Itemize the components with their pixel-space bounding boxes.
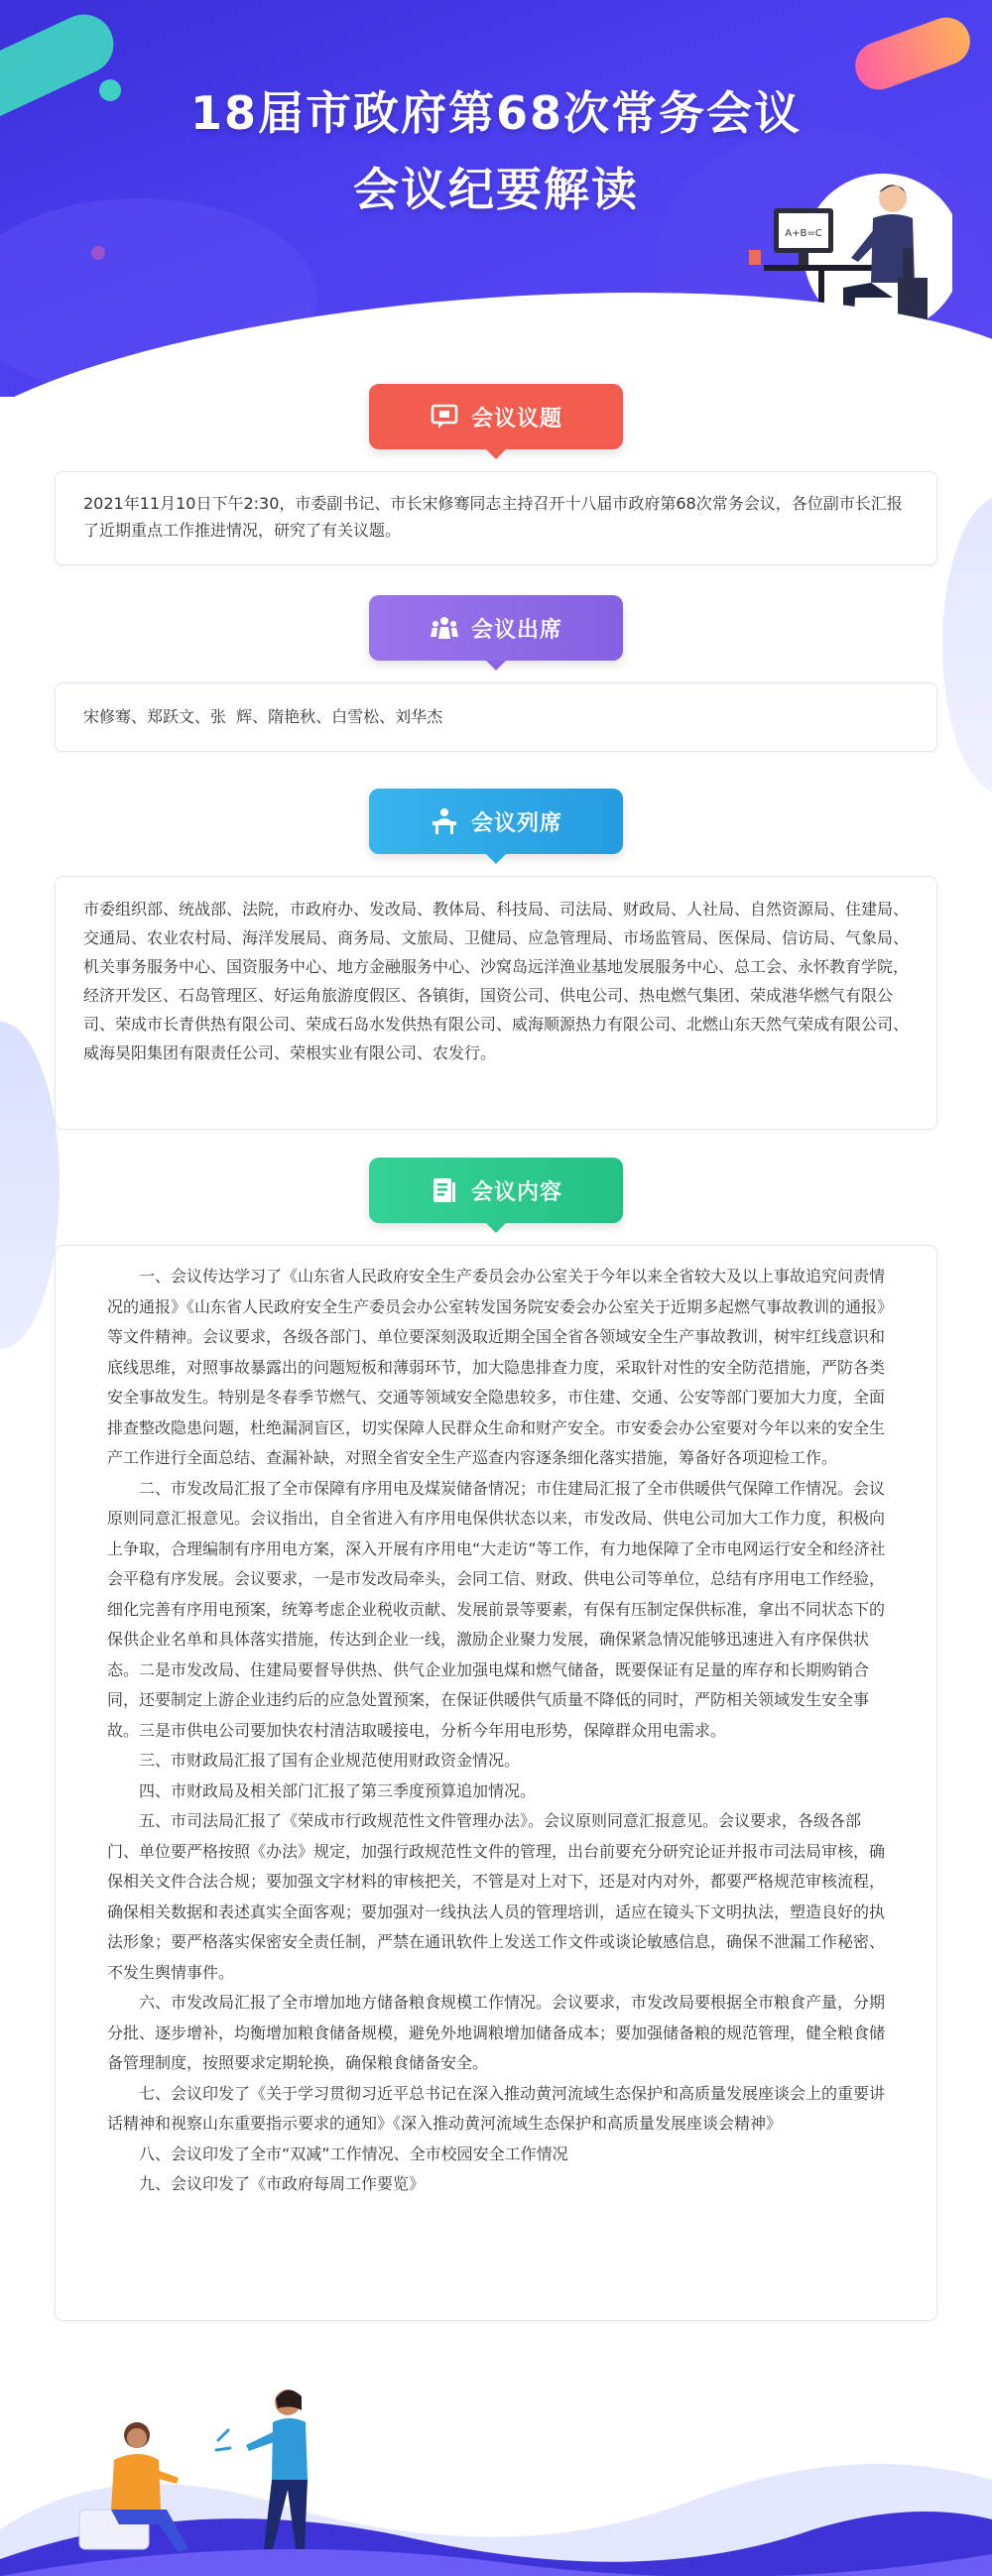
tab-meeting-topic — [369, 384, 623, 449]
screen-text: A+B=C — [785, 228, 822, 239]
content-paragraph: 二、市发改局汇报了全市保障有序用电及煤炭储备情况；市住建局汇报了全市供暖供气保障工作情况。会议原则同意汇报意见。会议指出，自全省进入有序用电保供状态以来，市发改局、供电公司加大工作力度，积极向上争取，合理编制有序用电方案，深入开展有序用电“大走访”等工作，有力地保障了全市电网运行安全和经济社会平稳有序发展。会议要求，一是市发改局牵头，会同工信、财政、供电公司等单位，总结有序用电工作经验，细化完善有序用电预案，统筹考虑企业税收贡献、发展前景等要素，有保有压制定保供标准，拿出不同状态下的保供企业名单和具体落实措施，传达到企业一线，激励企业聚力发展，确保紧急情况能够迅速进入有序保供状态。二是市发改局、住建局要督导供热、供气企业加强电煤和燃气储备，既要保证有足量的库存和长期购销合同，还要制定上游企业违约后的应急处置预案，在保证供暖供气质量不降低的同时，严防相关领域发生安全事故。三是市供电公司要加快农村清洁取暖接电，分析今年用电形势，保障群众用电需求。 — [107, 1478, 886, 1740]
observe-card — [55, 876, 937, 1130]
content-paragraph: 六、市发改局汇报了全市增加地方储备粮食规模工作情况。会议要求，市发改局要根据全市粮食产量，分期分批、逐步增补，均衡增加粮食储备规模，避免外地调粮增加储备成本；要加强储备粮的规范管理，健全粮食储备管理制度，按照要求定期轮换，确保粮食储备安全。 — [107, 1993, 886, 2072]
document-list-icon — [430, 1175, 459, 1205]
chat-flag-icon — [430, 402, 459, 431]
attend-card — [55, 682, 937, 752]
tab-label: 会议列席 — [470, 810, 562, 836]
observe-text: 市委组织部、统战部、法院，市政府办、发改局、教体局、科技局、司法局、财政局、人社局、自然资源局、住建局、交通局、农业农村局、海洋发展局、商务局、文旅局、卫健局、应急管理局、市场监管局、医保局、信访局、气象局、机关事务服务中心、国资服务中心、地方金融服务中心、沙窝岛远洋渔业基地发展服务中心、总工会、永怀教育学院，经济开发区、石岛管理区、好运角旅游度假区、各镇街，国资公司、供电公司、热电燃气集团、荣成港华燃气有限公司、荣成市长青供热有限公司、荣成石岛水发供热有限公司、威海顺源热力有限公司、北燃山东天然气荣成有限公司、威海昊阳集团有限责任公司、荣根实业有限公司、农发行。 — [83, 900, 910, 1062]
people-group-icon — [430, 613, 459, 643]
tab-label: 会议出席 — [470, 617, 562, 643]
hero-banner — [0, 0, 992, 397]
content-paragraph: 七、会议印发了《关于学习贯彻习近平总书记在深入推动黄河流域生态保护和高质量发展座谈会上的重要讲话精神和视察山东重要指示要求的通知》《深入推动黄河流域生态保护和高质量发展座谈会精神》 — [107, 2083, 886, 2133]
attend-text: 宋修骞、郑跃文、张 辉、隋艳秋、白雪松、刘华杰 — [83, 707, 443, 726]
content-paragraph: 九、会议印发了《市政府每周工作要览》 — [139, 2174, 426, 2193]
content-paragraph: 四、市财政局及相关部门汇报了第三季度预算追加情况。 — [139, 1780, 537, 1800]
tab-meeting-attend — [369, 595, 623, 661]
people-talking-illustration — [69, 2361, 387, 2569]
tab-meeting-content — [369, 1158, 623, 1223]
content-paragraph: 八、会议印发了全市“双减”工作情况、全市校园安全工作情况 — [139, 2144, 568, 2163]
content-paragraph: 三、市财政局汇报了国有企业规范使用财政资金情况。 — [139, 1751, 521, 1770]
content-paragraph: 五、市司法局汇报了《荣成市行政规范性文件管理办法》。会议原则同意汇报意见。会议要求，各级各部门、单位要严格按照《办法》规定，加强行政规范性文件的管理，出台前要充分研究论证并报市司法局审核，确保相关文件合法合规；要加强文字材料的审核把关，不管是对上对下，还是对内对外，都要严格规范审核流程，确保相关数据和表述真实全面客观；要加强对一线执法人员的管理培训，适应在镜头下文明执法，塑造良好的执法形象；要严格落实保密安全责任制，严禁在通讯软件上发送工作文件或谈论敏感信息，确保不泄漏工作秘密、不发生舆情事件。 — [107, 1811, 886, 1982]
decor-blob — [942, 496, 992, 794]
content-card — [55, 1245, 937, 2321]
topic-text: 2021年11月10日下午2:30，市委副书记、市长宋修骞同志主持召开十八届市政府第68次常务会议，各位副市长汇报了近期重点工作推进情况，研究了有关议题。 — [83, 494, 903, 540]
topic-card — [55, 471, 937, 565]
page-subtitle: 会议纪要解读 — [353, 163, 639, 216]
content-paragraph: 一、会议传达学习了《山东省人民政府安全生产委员会办公室关于今年以来全省较大及以上事故追究问责情况的通报》《山东省人民政府安全生产委员会办公室转发国务院安委会办公室关于近期多起燃气事故教训的通报》等文件精神。会议要求，各级各部门、单位要深刻汲取近期全国全省各领域安全生产事故教训，树牢红线意识和底线思维，对照事故暴露出的问题短板和薄弱环节，加大隐患排查力度，采取针对性的安全防范措施，严防各类安全事故发生。特别是冬春季节燃气、交通等领域安全隐患较多，市住建、交通、公安等部门要加大力度，全面排查整改隐患问题，杜绝漏洞盲区，切实保障人民群众生命和财产安全。市安委会办公室要对今年以来的安全生产工作进行全面总结、查漏补缺，对照全省安全生产巡查内容逐条细化落实措施，筹备好各项迎检工作。 — [107, 1267, 886, 1467]
page-title: 18届市政府第68次常务会议 — [189, 86, 803, 140]
tab-meeting-observe — [369, 789, 623, 854]
decor-blob — [0, 1022, 60, 1349]
tab-label: 会议议题 — [470, 406, 562, 431]
podium-speaker-icon — [430, 806, 459, 836]
tab-label: 会议内容 — [470, 1179, 562, 1205]
